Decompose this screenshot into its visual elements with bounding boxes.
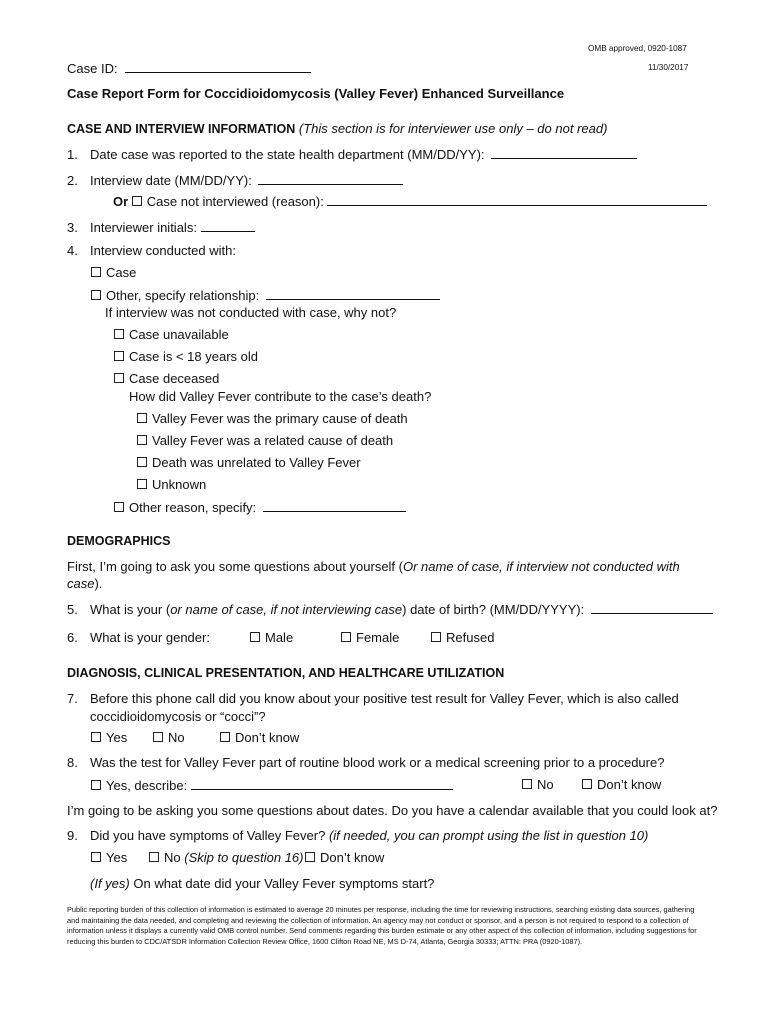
question-number: 4. — [67, 243, 78, 258]
option-label: Valley Fever was the primary cause of death — [152, 411, 408, 426]
checkbox[interactable] — [137, 413, 147, 423]
describe-field[interactable] — [191, 777, 453, 790]
not-interviewed-row — [113, 193, 707, 209]
question-number: 3. — [67, 220, 78, 235]
checkbox[interactable] — [137, 435, 147, 445]
question-text: Interview date (MM/DD/YY): — [90, 173, 252, 188]
q8-dont-know[interactable] — [582, 777, 661, 792]
option-label: Other, specify relationship: — [106, 288, 260, 303]
interviewer-initials-field[interactable] — [201, 219, 255, 232]
question-7-line2: coccidioidomycosis or “cocci”? — [90, 709, 266, 724]
reason-case-deceased[interactable] — [114, 371, 219, 386]
skip-instruction: (Skip to question 16) — [184, 850, 304, 865]
death-contribution-question: How did Valley Fever contribute to the case’s death? — [129, 389, 432, 404]
option-label: Other reason, specify: — [129, 500, 257, 515]
if-yes-label: (If yes) — [90, 876, 130, 891]
option-label: Case deceased — [129, 371, 220, 386]
checkbox[interactable] — [114, 351, 124, 361]
option-label: No — [537, 777, 554, 792]
option-label: Don’t know — [235, 730, 300, 745]
not-interviewed-checkbox[interactable] — [132, 196, 142, 206]
not-interviewed-label: Case not interviewed (reason): — [146, 194, 324, 209]
paperwork-burden-statement: Public reporting burden of this collection of information is estimated to average 20 minutes per response, including the time for reviewing instructions, searching existing data sources, gathering and maintaining the data needed, and completing and reviewing the collection of information. An agency may not conduct or sponsor, and a person is not required to respond to a collection of information unless it displays a currently valid OMB control number. Send comments regarding this burden estimate or any other aspect of this collection of information, including suggestions for reducing this burden to CDC/ATSDR Information Collection Review Office, 1600 Clifton Road NE, MS D-74, Atlanta, Georgia 30333; ATTN: PRA (0920-1087). — [67, 905, 697, 946]
option-label: Male — [265, 630, 294, 645]
option-label: Don’t know — [597, 777, 662, 792]
option-other-relationship[interactable] — [91, 287, 440, 303]
intro-italic: case — [67, 576, 95, 591]
q7-no[interactable] — [153, 730, 185, 745]
other-checkbox[interactable] — [91, 290, 101, 300]
question-number: 7. — [67, 691, 78, 706]
checkbox[interactable] — [91, 780, 101, 790]
question-4 — [67, 243, 236, 258]
question-text-italic: or name of case, if not interviewing case — [170, 602, 403, 617]
question-8 — [67, 755, 664, 770]
question-prompt: (if needed, you can prompt using the list in question 10) — [328, 828, 649, 843]
question-text: What is your gender: — [90, 630, 210, 645]
reason-other[interactable] — [114, 499, 406, 515]
question-text: Interview conducted with: — [90, 243, 236, 258]
case-id-field[interactable] — [125, 60, 311, 73]
question-5 — [67, 601, 713, 617]
gender-female[interactable] — [341, 630, 399, 645]
q8-yes[interactable] — [91, 777, 453, 793]
option-case[interactable] — [91, 265, 136, 280]
question-2 — [67, 172, 403, 188]
or-label: Or — [113, 194, 129, 209]
q9-yes[interactable] — [91, 850, 127, 865]
option-label: Yes — [106, 730, 128, 745]
option-label: Valley Fever was a related cause of death — [152, 433, 394, 448]
relationship-field[interactable] — [266, 287, 440, 300]
option-label: Female — [356, 630, 400, 645]
demographics-intro-line2 — [67, 576, 102, 591]
section-note: (This section is for interviewer use only – do not read) — [298, 121, 608, 136]
question-number: 1. — [67, 147, 78, 162]
followup-question: On what date did your Valley Fever symptoms start? — [133, 876, 435, 891]
option-label: No — [168, 730, 185, 745]
other-reason-field[interactable] — [263, 499, 406, 512]
question-text: Date case was reported to the state health department (MM/DD/YY): — [90, 147, 485, 162]
not-interviewed-reason-field[interactable] — [327, 193, 707, 206]
question-text: Before this phone call did you know about your positive test result for Valley Fever, which is also called — [90, 691, 679, 706]
checkbox[interactable] — [114, 502, 124, 512]
case-checkbox[interactable] — [91, 267, 101, 277]
date-reported-field[interactable] — [491, 146, 637, 159]
q7-dont-know[interactable] — [220, 730, 299, 745]
question-9 — [67, 828, 648, 843]
case-id-row — [67, 60, 311, 76]
gender-male[interactable] — [250, 630, 293, 645]
gender-refused[interactable] — [431, 630, 494, 645]
reason-under-18[interactable] — [114, 349, 258, 364]
omb-expiration-date: 11/30/2017 — [648, 63, 689, 72]
checkbox[interactable] — [91, 852, 101, 862]
section-heading-case-interview: CASE AND INTERVIEW INFORMATION — [67, 122, 296, 136]
question-text: Was the test for Valley Fever part of routine blood work or a medical screening prior to a procedure? — [90, 755, 665, 770]
option-label: Unknown — [152, 477, 207, 492]
question-text: What is your ( — [90, 602, 171, 617]
checkbox[interactable] — [137, 479, 147, 489]
option-label: Case is < 18 years old — [129, 349, 258, 364]
option-label: Refused — [446, 630, 495, 645]
checkbox[interactable] — [153, 732, 163, 742]
question-number: 9. — [67, 828, 78, 843]
checkbox[interactable] — [305, 852, 315, 862]
option-label: Case unavailable — [129, 327, 229, 342]
q9-followup — [90, 876, 434, 891]
interview-date-field[interactable] — [258, 172, 403, 185]
option-label: Yes — [106, 850, 128, 865]
option-label: Don’t know — [320, 850, 385, 865]
section-heading-demographics: DEMOGRAPHICS — [67, 534, 171, 548]
q9-no[interactable] — [149, 850, 303, 865]
option-label: No — [164, 850, 181, 865]
demographics-intro-line1 — [67, 559, 680, 574]
checkbox[interactable] — [341, 632, 351, 642]
checkbox[interactable] — [250, 632, 260, 642]
checkbox[interactable] — [220, 732, 230, 742]
question-3 — [67, 219, 255, 235]
q9-dont-know[interactable] — [305, 850, 384, 865]
checkbox[interactable] — [114, 329, 124, 339]
case-id-label: Case ID: — [67, 61, 118, 76]
death-unknown[interactable] — [137, 477, 206, 492]
case-interview-heading-row — [67, 121, 607, 136]
option-label: Case — [106, 265, 137, 280]
option-label: Death was unrelated to Valley Fever — [152, 455, 361, 470]
checkbox[interactable] — [582, 779, 592, 789]
reason-case-unavailable[interactable] — [114, 327, 229, 342]
question-7 — [67, 691, 679, 706]
checkbox[interactable] — [522, 779, 532, 789]
death-unrelated[interactable] — [137, 455, 361, 470]
date-of-birth-field[interactable] — [591, 601, 713, 614]
intro-italic: Or name of case, if interview not conducted with — [403, 559, 680, 574]
checkbox[interactable] — [431, 632, 441, 642]
question-number: 2. — [67, 173, 78, 188]
question-number: 5. — [67, 602, 78, 617]
checkbox[interactable] — [114, 373, 124, 383]
death-related-cause[interactable] — [137, 433, 393, 448]
question-text: Interviewer initials: — [90, 220, 197, 235]
omb-approval: OMB approved, 0920-1087 — [588, 44, 687, 53]
question-1 — [67, 146, 637, 162]
checkbox[interactable] — [149, 852, 159, 862]
intro-text: First, I’m going to ask you some questions about yourself ( — [67, 559, 403, 574]
question-6 — [67, 630, 210, 645]
q8-no[interactable] — [522, 777, 554, 792]
question-text: ) date of birth? (MM/DD/YYYY): — [402, 602, 585, 617]
question-number: 8. — [67, 755, 78, 770]
intro-text: ). — [94, 576, 103, 591]
dates-intro: I’m going to be asking you some questions about dates. Do you have a calendar available that you could look at? — [67, 803, 718, 818]
q7-yes[interactable] — [91, 730, 127, 745]
form-title: Case Report Form for Coccidioidomycosis (Valley Fever) Enhanced Surveillance — [67, 86, 565, 101]
question-text: Did you have symptoms of Valley Fever? — [90, 828, 326, 843]
option-label: Yes, describe: — [106, 778, 188, 793]
checkbox[interactable] — [137, 457, 147, 467]
question-number: 6. — [67, 630, 78, 645]
section-heading-diagnosis: DIAGNOSIS, CLINICAL PRESENTATION, AND HEALTHCARE UTILIZATION — [67, 666, 505, 680]
why-not-question: If interview was not conducted with case, why not? — [105, 305, 397, 320]
death-primary-cause[interactable] — [137, 411, 408, 426]
checkbox[interactable] — [91, 732, 101, 742]
